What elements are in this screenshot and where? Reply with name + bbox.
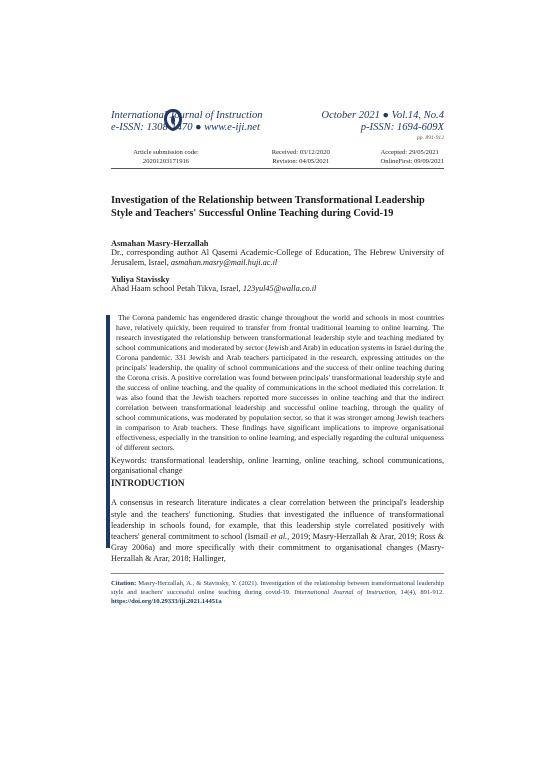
- received-date: Received: 03/12/2020: [271, 149, 330, 156]
- abstract-block: [111, 313, 444, 453]
- submission-code: 20201203171916: [142, 158, 190, 165]
- section-heading-introduction: INTRODUCTION: [111, 478, 185, 489]
- journal-title: International Journal of Instruction: [111, 110, 263, 121]
- submission-meta: [111, 148, 444, 166]
- eissn: e-ISSN: 1308-1470 ● www.e-iji.net: [111, 122, 260, 133]
- header-divider: [111, 168, 444, 169]
- citation-label: Citation:: [111, 579, 137, 587]
- author-email-1[interactable]: asmahan.masry@mail.huji.ac.il: [170, 258, 278, 268]
- abstract-accent-bar: [106, 315, 110, 548]
- citation-block: Citation: Masry-Herzallah, A., & Stavissky, Y. (2021). Investigation of the relationship between transformational leadership style and teachers' successful online teaching during covid-19. International Journal of Instruction, 14(4), 891-912. https://doi.org/10.29333/iji.2021.14451a: [111, 579, 444, 605]
- abstract-text: The Corona pandemic has engendered drastic change throughout the world and schools in most countries have, relatively quickly, been required to transfer from frontal traditional learning to online learning. The research investigated the relationship between transformational leadership style and teaching mediated by school communications and moderated by sector (Jewish and Arab) in education systems in Israel during the Corona pandemic. 331 Jewish and Arab teachers participated in the research, expressing attitudes on the principals' leadership, the quality of school communications and the success of their online teaching during the Corona crisis. A positive correlation was found between principals' transformational leadership style and the success of online teaching, and the quality of communications in the school mediated this correlation. It was also found that the Jewish teachers reported more successes in online teaching and that the indirect correlation between transformational leadership and successful online teaching, through the quality of school communications, was moderated by population sector, so that it was stronger among Jewish teachers in comparison to Arab teachers. These findings have significant implications to improve organisational effectiveness, especially in the transition to online learning, and especially regarding the cultural uniqueness of different sectors.: [116, 312, 444, 452]
- author-name-2: Yuliya Stavissky: [111, 275, 170, 285]
- paper-title: Investigation of the Relationship between Transformational Leadership Style and Teachers' Successful Online Teaching during Covid-19: [111, 195, 425, 219]
- author-affiliation-1: Dr., corresponding author Al Qasemi Academic-College of Education, The Hebrew University of Jerusalem, Israel, asmahan.masry@mail.huji.ac.il: [111, 248, 444, 268]
- keywords: Keywords: transformational leadership, online learning, online teaching, school communications, organisational change: [111, 455, 444, 476]
- author-email-2[interactable]: 123yul45@walla.co.il: [242, 284, 317, 294]
- onlinefirst-date: OnlineFirst: 09/09/2021: [380, 158, 444, 165]
- journal-header: [111, 110, 444, 121]
- accepted-date: Accepted: 29/05/2021: [380, 149, 439, 156]
- pissn: p-ISSN: 1694-609X: [360, 122, 444, 133]
- author-affiliation-2: Ahad Haam school Petah Tikva, Israel, 123yul45@walla.co.il: [111, 284, 317, 294]
- submission-code-label: Article submission code:: [133, 149, 199, 156]
- author-name-1: Asmahan Masry-Herzallah: [111, 239, 209, 248]
- doi-link[interactable]: https://doi.org/10.29333/iji.2021.14451a: [111, 597, 222, 605]
- issue-info: October 2021 ● Vol.14, No.4: [321, 110, 444, 121]
- introduction-paragraph: A consensus in research literature indicates a clear correlation between the principal's leadership style and the teachers' functioning. Studies that investigated the influence of transformational leadership in schools found, for example, that this leadership style correlated positively with teachers' general commitment to school (Ismail et al., 2019; Masry-Herzallah & Arar, 2019; Ross & Gray 2006a) and more specifically with their commitment to organisational changes (Masry-Herzallah & Arar, 2018; Hallinger,: [111, 498, 444, 564]
- revision-date: Revision: 04/05/2021: [272, 158, 330, 165]
- issn-row: [111, 122, 444, 133]
- page-range: pp. 891-912: [416, 135, 444, 141]
- paper-page: [111, 0, 444, 606]
- citation-divider: [111, 573, 444, 574]
